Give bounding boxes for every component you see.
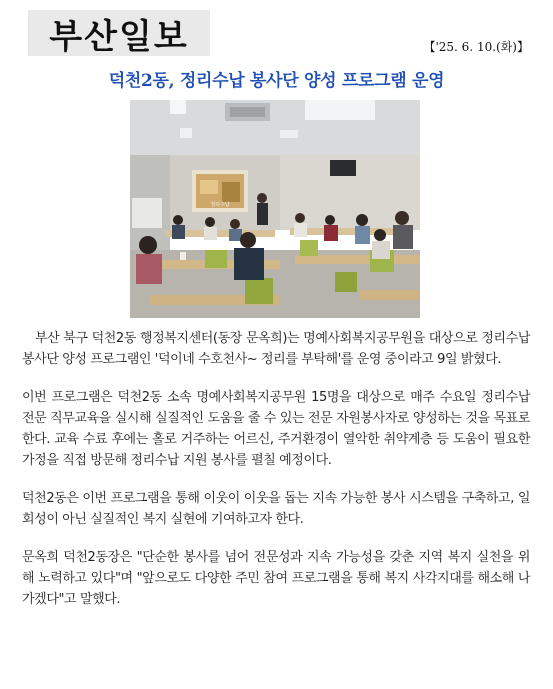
projected-slide-title: 정리수납 bbox=[210, 202, 230, 208]
article-body bbox=[22, 328, 530, 627]
article-paragraph: 부산 북구 덕천2동 행정복지센터(동장 문옥희)는 명예사회복지공무원을 대상으로 정리수납 봉사단 양성 프로그램인 '덕이네 수호천사~ 정리를 부탁해'를 운영 중이라고 9일 밝혔다. bbox=[22, 331, 530, 367]
masthead-title: 부산일보 bbox=[49, 16, 189, 57]
publication-date: 【'25. 6. 10.(화)】 bbox=[423, 40, 529, 54]
article-paragraph: 이번 프로그램은 덕천2동 소속 명예사회복지공무원 15명을 대상으로 매주 수요일 정리수납 전문 직무교육을 실시해 실질적인 도움을 줄 수 있는 전문 자원봉사자로 양성하는 것을 목표로 한다. 교육 수료 후에는 홀로 거주하는 어르신, 주거환경이 열악한 취약계층 등 도움이 필요한 가정을 직접 방문해 정리수납 지원 봉사를 펼칠 예정이다. bbox=[22, 390, 530, 468]
newspaper-masthead bbox=[28, 10, 210, 56]
article-paragraph: 덕천2동은 이번 프로그램을 통해 이웃이 이웃을 돕는 지속 가능한 봉사 시스템을 구축하고, 일회성이 아닌 실질적인 복지 실현에 기여하고자 한다. bbox=[22, 491, 530, 527]
article-photo bbox=[130, 100, 420, 318]
article-headline: 덕천2동, 정리수납 봉사단 양성 프로그램 운영 bbox=[108, 71, 445, 91]
article-paragraph: 문옥희 덕천2동장은 "단순한 봉사를 넘어 전문성과 지속 가능성을 갖춘 지역 복지 실천을 위해 노력하고 있다"며 "앞으로도 다양한 주민 참여 프로그램을 통해 복지 사각지대를 해소해 나가겠다"고 말했다. bbox=[22, 550, 530, 607]
